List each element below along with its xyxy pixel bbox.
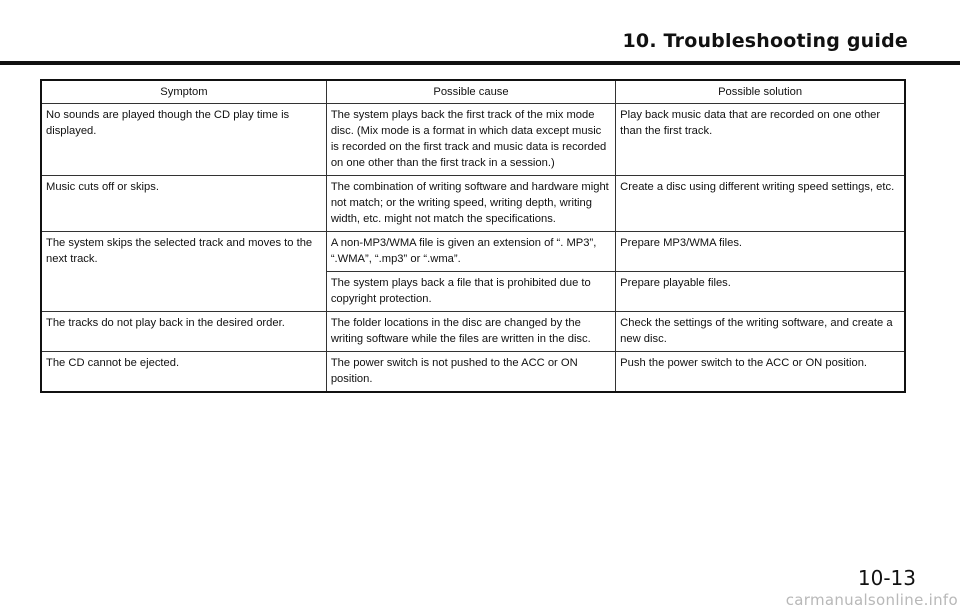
solution-cell: Push the power switch to the ACC or ON position. xyxy=(616,352,905,393)
chapter-title: 10. Troubleshooting guide xyxy=(622,30,908,52)
cause-cell: The combination of writing software and hardware might not match; or the writing speed, writing depth, writing width, etc. might not match the specifications. xyxy=(326,176,615,232)
column-header-possible-solution: Possible solution xyxy=(616,80,905,104)
cause-cell: The folder locations in the disc are changed by the writing software while the files are written in the disc. xyxy=(326,312,615,352)
troubleshooting-table xyxy=(40,79,906,393)
column-header-symptom: Symptom xyxy=(41,80,326,104)
solution-cell: Check the settings of the writing software, and create a new disc. xyxy=(616,312,905,352)
cause-cell: The system plays back the first track of the mix mode disc. (Mix mode is a format in which data except music is recorded on the first track and music data is recorded on one other than the first track in a session.) xyxy=(326,104,615,176)
solution-cell: Prepare MP3/WMA files. xyxy=(616,232,905,272)
table-row xyxy=(41,232,905,272)
page-number: 10-13 xyxy=(857,566,916,590)
table-row xyxy=(41,312,905,352)
cause-cell: The system plays back a file that is prohibited due to copyright protection. xyxy=(326,272,615,312)
symptom-cell: The CD cannot be ejected. xyxy=(41,352,326,393)
solution-cell: Play back music data that are recorded on one other than the first track. xyxy=(616,104,905,176)
column-header-possible-cause: Possible cause xyxy=(326,80,615,104)
symptom-cell: The system skips the selected track and moves to the next track. xyxy=(41,232,326,312)
solution-cell: Prepare playable files. xyxy=(616,272,905,312)
watermark[interactable]: carmanualsonline.info xyxy=(785,591,958,609)
symptom-cell: Music cuts off or skips. xyxy=(41,176,326,232)
symptom-cell: No sounds are played though the CD play time is displayed. xyxy=(41,104,326,176)
cause-cell: A non-MP3/WMA file is given an extension of “. MP3”, “.WMA”, “.mp3” or “.wma”. xyxy=(326,232,615,272)
header-rule xyxy=(0,61,960,65)
solution-cell: Create a disc using different writing speed settings, etc. xyxy=(616,176,905,232)
table-row xyxy=(41,104,905,176)
table-row xyxy=(41,352,905,393)
cause-cell: The power switch is not pushed to the ACC or ON position. xyxy=(326,352,615,393)
symptom-cell: The tracks do not play back in the desired order. xyxy=(41,312,326,352)
table-header-row xyxy=(41,80,905,104)
table-row xyxy=(41,176,905,232)
